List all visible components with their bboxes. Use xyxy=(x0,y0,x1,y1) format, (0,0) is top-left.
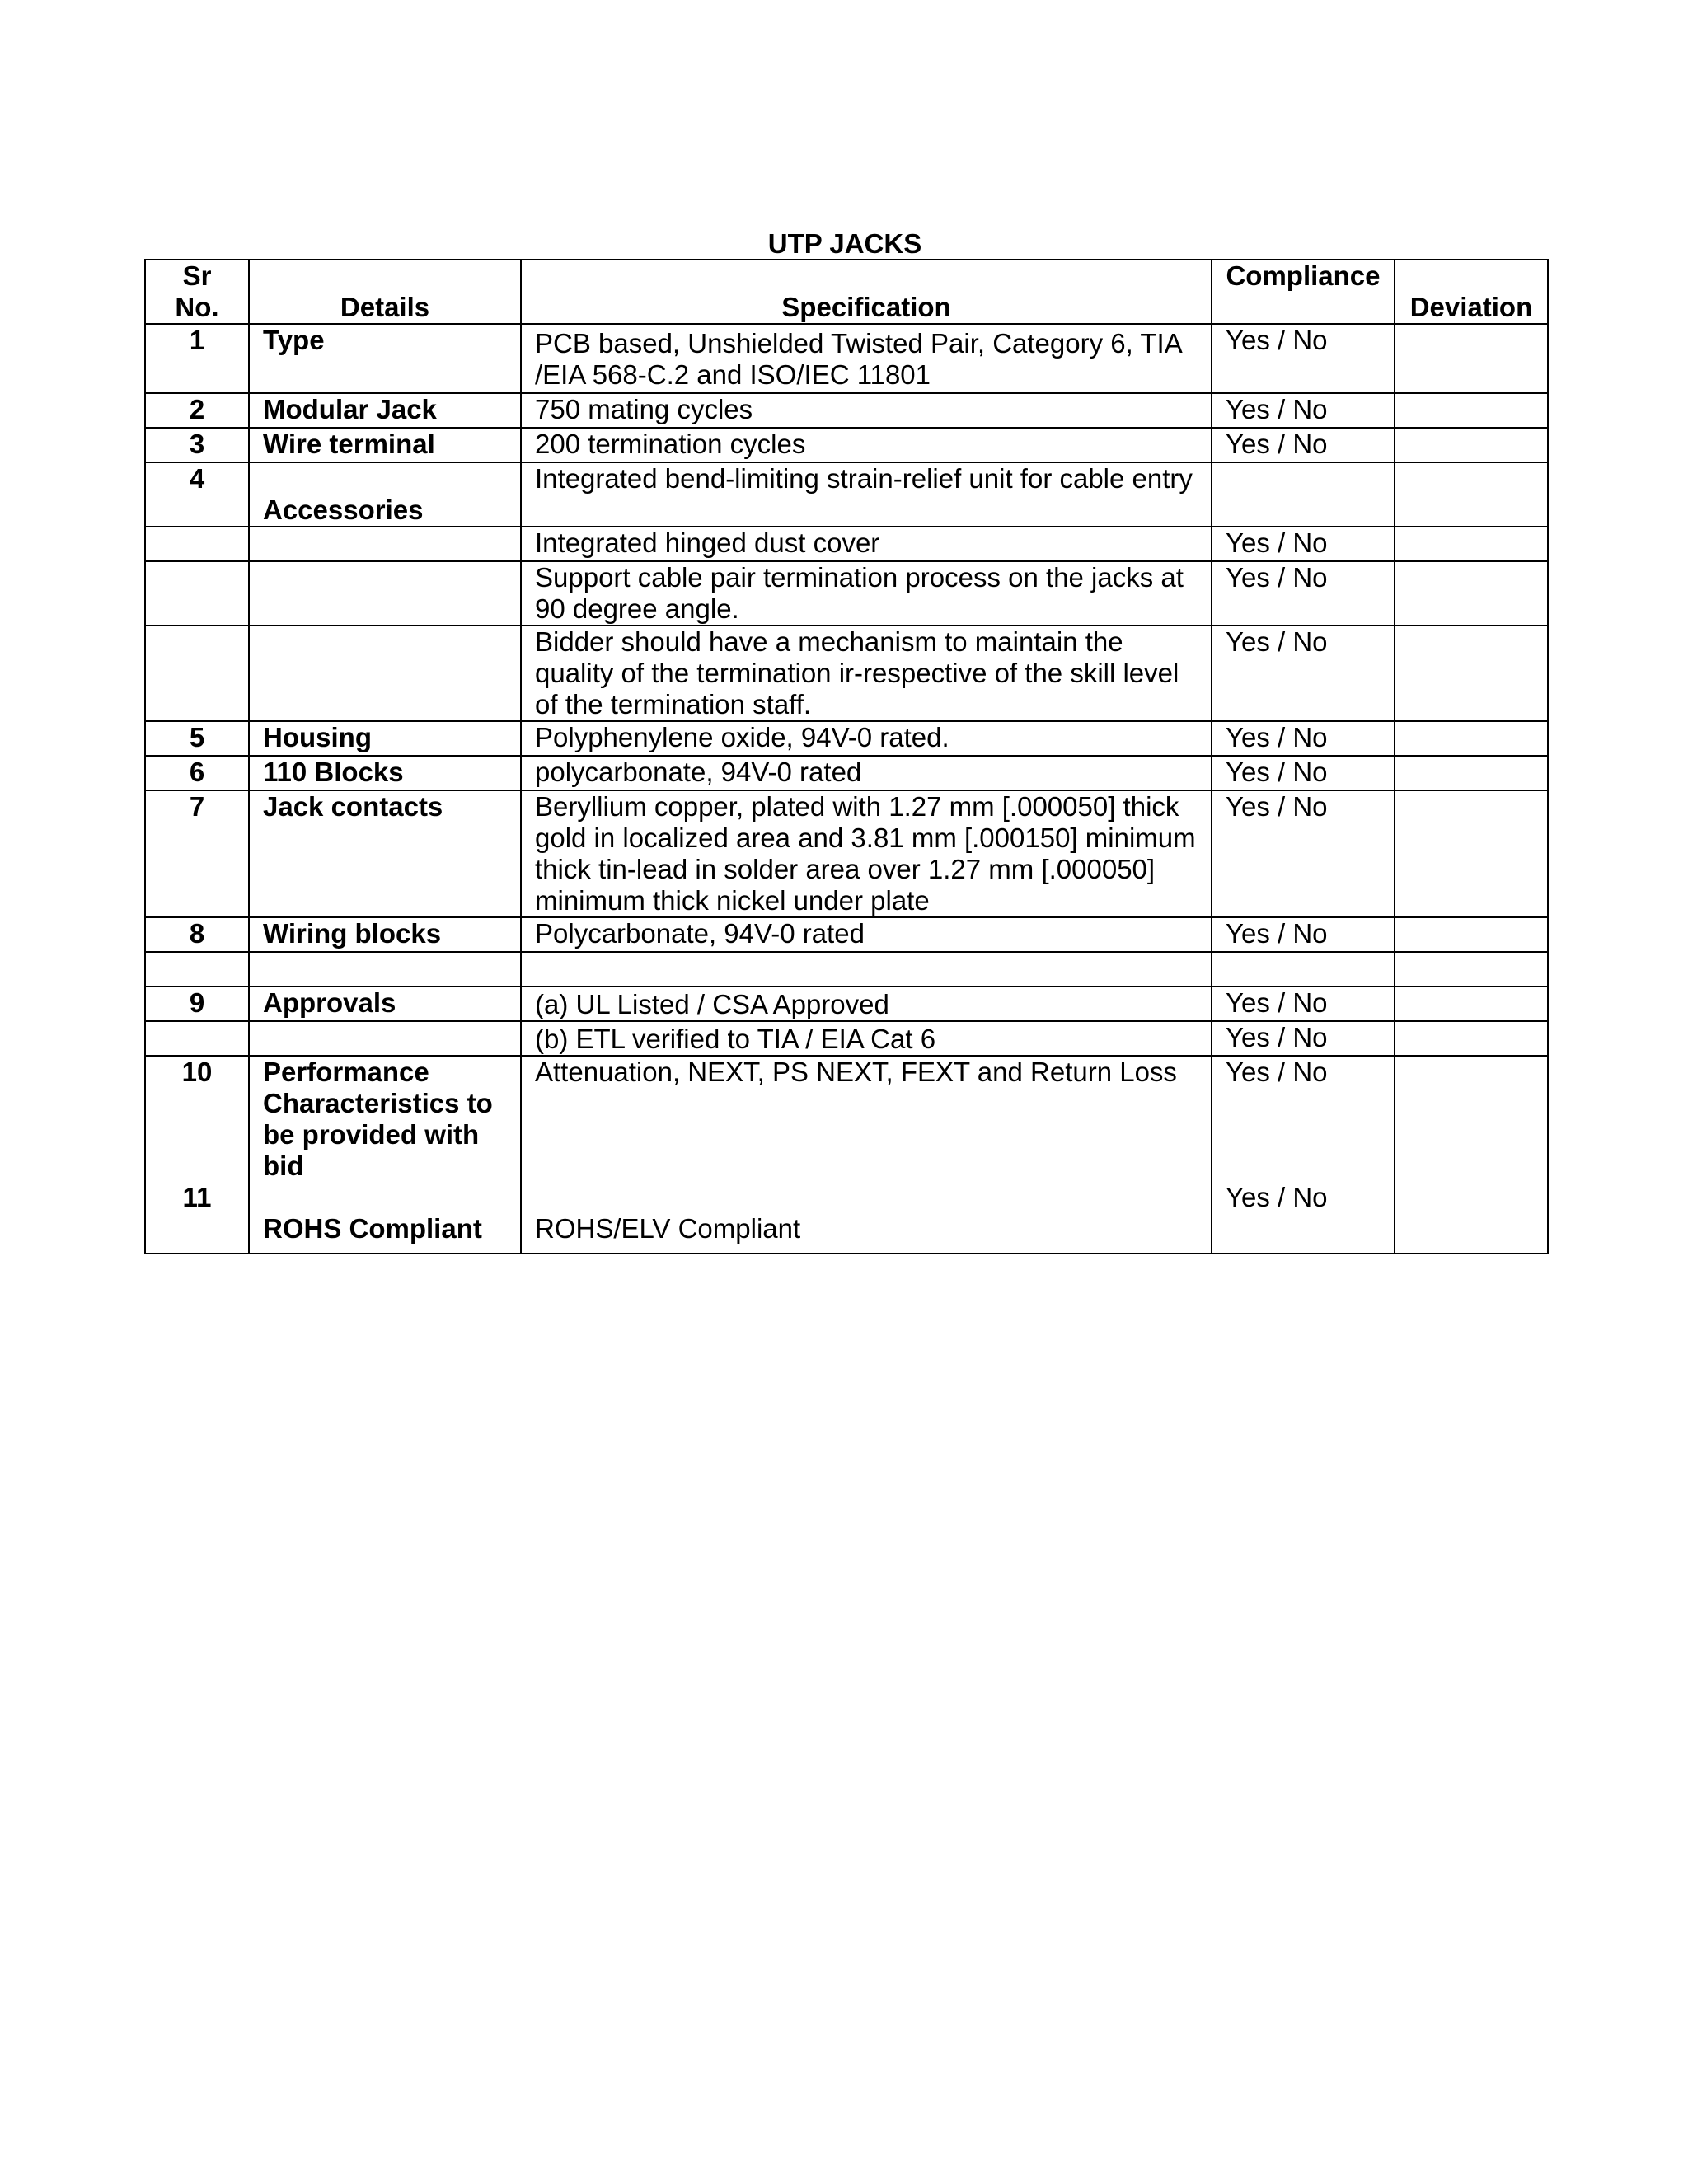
sr-no-cell xyxy=(145,1056,249,1254)
sr-no-cell: 9 xyxy=(145,987,249,1021)
table-row xyxy=(145,987,1548,1021)
deviation-cell xyxy=(1395,626,1548,721)
compliance-cell xyxy=(1212,462,1395,527)
spec-rohs: ROHS/ELV Compliant xyxy=(535,1213,801,1244)
sr-no-cell xyxy=(145,952,249,987)
table-row xyxy=(145,952,1548,987)
deviation-cell xyxy=(1395,1021,1548,1056)
specification-cell xyxy=(521,952,1212,987)
deviation-cell xyxy=(1395,756,1548,790)
specification-cell: Bidder should have a mechanism to maintain the quality of the termination ir-respective of the skill level of the termination staff. xyxy=(521,626,1212,721)
table-row xyxy=(145,393,1548,428)
table-row xyxy=(145,428,1548,462)
table-row xyxy=(145,324,1548,393)
table-row xyxy=(145,721,1548,756)
details-cell: Wiring blocks xyxy=(249,917,521,952)
table-row xyxy=(145,626,1548,721)
deviation-cell xyxy=(1395,917,1548,952)
details-cell: Jack contacts xyxy=(249,790,521,917)
header-deviation: Deviation xyxy=(1395,260,1548,324)
details-cell xyxy=(249,527,521,561)
table-row xyxy=(145,527,1548,561)
specification-cell: 200 termination cycles xyxy=(521,428,1212,462)
deviation-cell xyxy=(1395,721,1548,756)
table-row xyxy=(145,756,1548,790)
compliance-cell: Yes / No xyxy=(1212,1021,1395,1056)
specification-cell: Beryllium copper, plated with 1.27 mm [.000050] thick gold in localized area and 3.81 mm [.000150] minimum thick tin-lead in solder area over 1.27 mm [.000050] minimum thick nickel under plate xyxy=(521,790,1212,917)
details-cell: Type xyxy=(249,324,521,393)
specification-cell: (b) ETL verified to TIA / EIA Cat 6 xyxy=(521,1021,1212,1056)
deviation-cell xyxy=(1395,393,1548,428)
specification-cell: Integrated bend-limiting strain-relief unit for cable entry xyxy=(521,462,1212,527)
sr-no-10: 10 xyxy=(181,1057,213,1087)
sr-no-cell: 1 xyxy=(145,324,249,393)
specification-cell: Integrated hinged dust cover xyxy=(521,527,1212,561)
sr-no-cell xyxy=(145,1021,249,1056)
spec-performance: Attenuation, NEXT, PS NEXT, FEXT and Return Loss xyxy=(535,1057,1177,1087)
compliance-cell: Yes / No xyxy=(1212,561,1395,626)
compliance-cell: Yes / No xyxy=(1212,756,1395,790)
table-row xyxy=(145,1056,1548,1254)
header-compliance: Compliance xyxy=(1212,260,1395,324)
details-cell xyxy=(249,561,521,626)
compliance-cell: Yes / No xyxy=(1212,917,1395,952)
table-row xyxy=(145,917,1548,952)
specification-cell xyxy=(521,1056,1212,1254)
compliance-cell xyxy=(1212,1056,1395,1254)
deviation-cell xyxy=(1395,790,1548,917)
deviation-cell xyxy=(1395,462,1548,527)
compliance-cell: Yes / No xyxy=(1212,324,1395,393)
deviation-cell xyxy=(1395,527,1548,561)
sr-no-11: 11 xyxy=(182,1182,212,1212)
compliance-cell: Yes / No xyxy=(1212,721,1395,756)
compliance-cell: Yes / No xyxy=(1212,790,1395,917)
deviation-cell xyxy=(1395,324,1548,393)
compliance-cell: Yes / No xyxy=(1212,428,1395,462)
details-cell xyxy=(249,1056,521,1254)
specification-cell: Support cable pair termination process on the jacks at 90 degree angle. xyxy=(521,561,1212,626)
sr-no-cell: 3 xyxy=(145,428,249,462)
specification-cell: Polyphenylene oxide, 94V-0 rated. xyxy=(521,721,1212,756)
details-performance: Performance Characteristics to be provided with bid xyxy=(263,1057,493,1181)
header-sr-no: Sr No. xyxy=(145,260,249,324)
sr-no-cell: 8 xyxy=(145,917,249,952)
compliance-cell: Yes / No xyxy=(1212,626,1395,721)
details-cell: Approvals xyxy=(249,987,521,1021)
specification-table xyxy=(144,259,1549,1254)
details-cell: Accessories xyxy=(249,462,521,527)
specification-cell: (a) UL Listed / CSA Approved xyxy=(521,987,1212,1021)
page-title: UTP JACKS xyxy=(767,228,922,259)
specification-cell: PCB based, Unshielded Twisted Pair, Category 6, TIA /EIA 568-C.2 and ISO/IEC 11801 xyxy=(521,324,1212,393)
deviation-cell xyxy=(1395,561,1548,626)
table-row xyxy=(145,1021,1548,1056)
details-cell xyxy=(249,952,521,987)
compliance-cell: Yes / No xyxy=(1212,987,1395,1021)
sr-no-cell xyxy=(145,527,249,561)
details-cell xyxy=(249,1021,521,1056)
sr-no-cell xyxy=(145,626,249,721)
compliance-rohs: Yes / No xyxy=(1226,1182,1328,1212)
table-row xyxy=(145,790,1548,917)
sr-no-cell: 5 xyxy=(145,721,249,756)
deviation-cell xyxy=(1395,987,1548,1021)
sr-no-cell: 4 xyxy=(145,462,249,527)
specification-cell: 750 mating cycles xyxy=(521,393,1212,428)
table-row xyxy=(145,462,1548,527)
details-cell: Wire terminal xyxy=(249,428,521,462)
deviation-cell xyxy=(1395,952,1548,987)
details-cell xyxy=(249,626,521,721)
compliance-cell: Yes / No xyxy=(1212,527,1395,561)
details-rohs: ROHS Compliant xyxy=(263,1213,482,1244)
specification-cell: Polycarbonate, 94V-0 rated xyxy=(521,917,1212,952)
table-body xyxy=(145,324,1548,1254)
sr-no-cell: 6 xyxy=(145,756,249,790)
header-specification: Specification xyxy=(521,260,1212,324)
sr-no-cell xyxy=(145,561,249,626)
compliance-cell xyxy=(1212,952,1395,987)
compliance-performance: Yes / No xyxy=(1226,1057,1328,1087)
sr-no-cell: 2 xyxy=(145,393,249,428)
details-cell: Housing xyxy=(249,721,521,756)
table-row xyxy=(145,561,1548,626)
details-cell: 110 Blocks xyxy=(249,756,521,790)
details-cell: Modular Jack xyxy=(249,393,521,428)
header-row xyxy=(145,260,1548,324)
header-details: Details xyxy=(249,260,521,324)
deviation-cell xyxy=(1395,1056,1548,1254)
specification-cell: polycarbonate, 94V-0 rated xyxy=(521,756,1212,790)
compliance-cell: Yes / No xyxy=(1212,393,1395,428)
deviation-cell xyxy=(1395,428,1548,462)
sr-no-cell: 7 xyxy=(145,790,249,917)
